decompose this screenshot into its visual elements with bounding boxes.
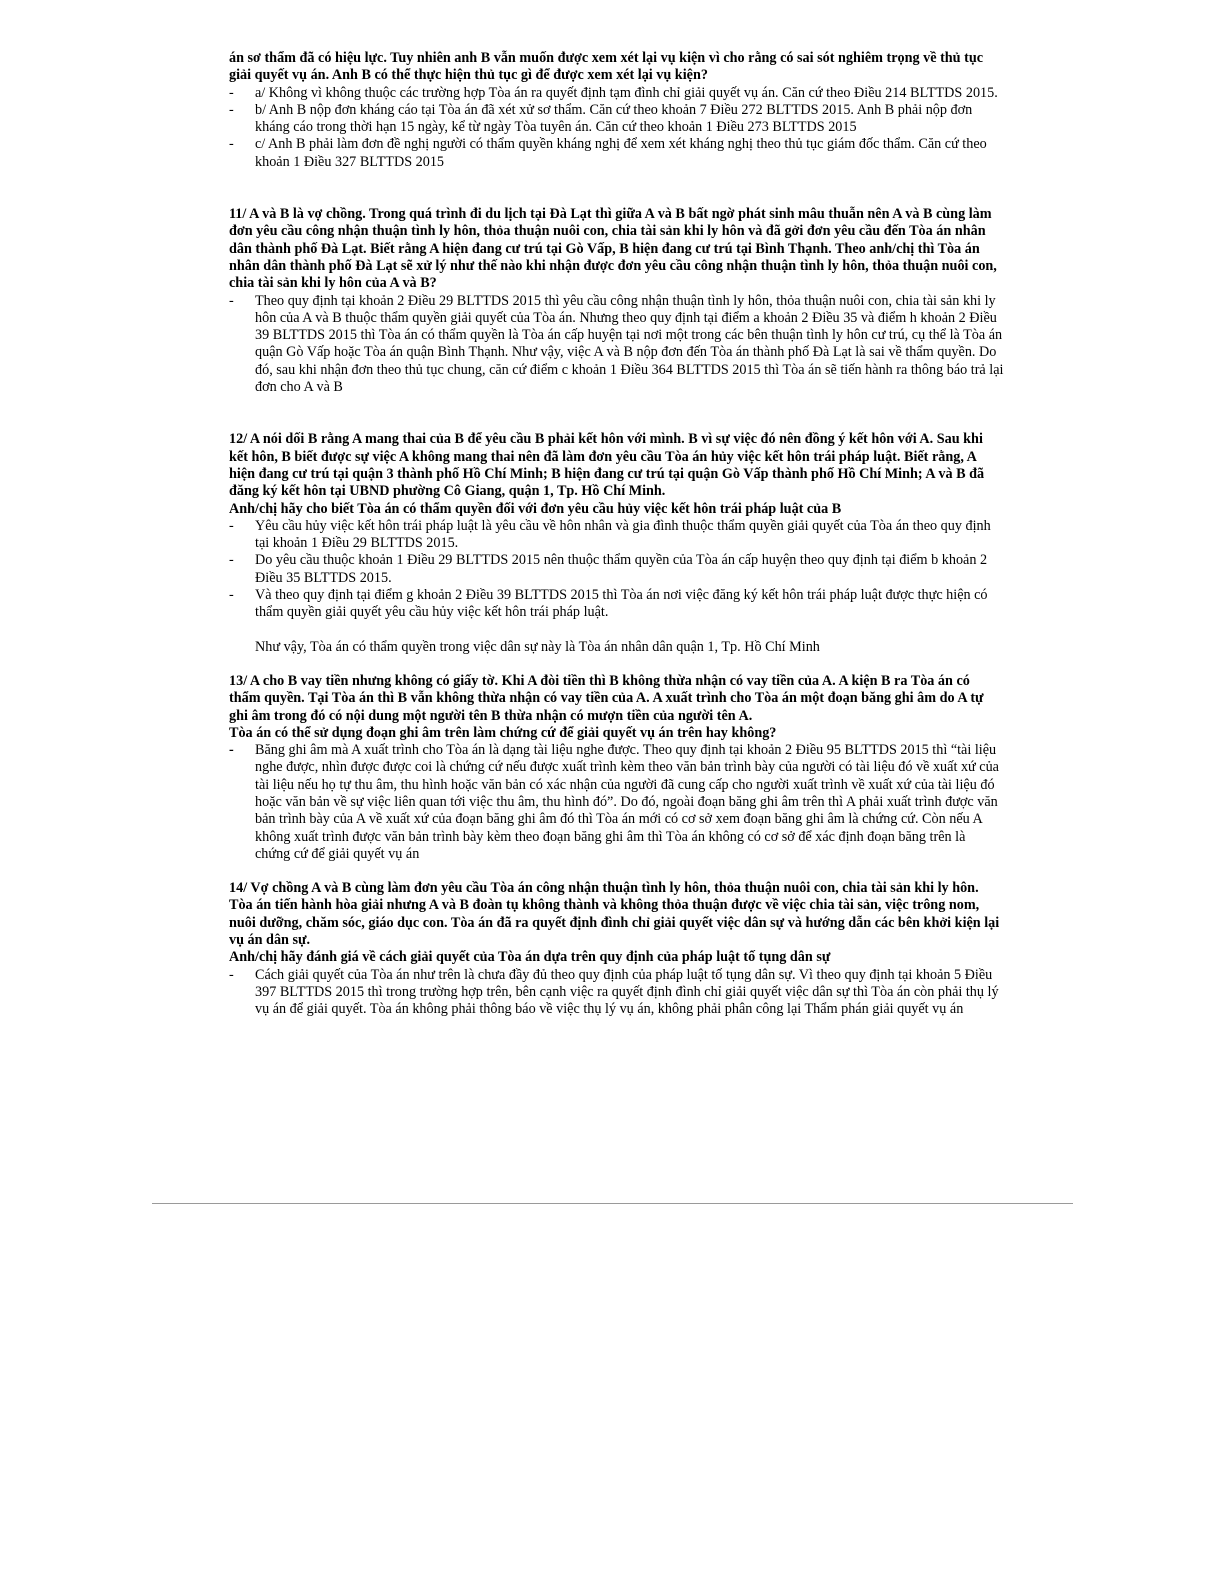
q12-question-prompt: Anh/chị hãy cho biết Tòa án có thẩm quyền đối với đơn yêu cầu hủy việc kết hôn trái pháp luật của B: [229, 500, 842, 517]
q13-question: 13/ A cho B vay tiền nhưng không có giấy tờ. Khi A đòi tiền thì B không thừa nhận có vay tiền của A. A kiện B ra Tòa án có thẩm quyền. Tại Tòa án thì B vẫn không thừa nhận có vay tiền của A. A xuất trình cho Tòa án một đoạn băng ghi âm do A tự ghi âm trong đó có nội dung một người tên B thừa nhận có mượn tiền của người tên A.: [229, 672, 984, 724]
q12-question: 12/ A nói dối B rằng A mang thai của B để yêu cầu B phải kết hôn với mình. B vì sự việc đó nên đồng ý kết hôn với A. Sau khi kết hôn, B biết được sự việc A không mang thai nên đã làm đơn yêu cầu Tòa án hủy việc kết hôn trái pháp luật. Biết rằng, A hiện đang cư trú tại quận 3 thành phố Hồ Chí Minh; B hiện đang cư trú tại quận Gò Vấp thành phố Hồ Chí Minh; A và B đã đăng ký kết hôn tại UBND phường Cô Giang, quận 1, Tp. Hồ Chí Minh.: [229, 431, 985, 500]
bullet-dash: -: [229, 966, 234, 983]
q11-answer: - Theo quy định tại khoản 2 Điều 29 BLTTDS 2015 thì yêu cầu công nhận thuận tình ly hôn, thỏa thuận nuôi con, chia tài sản khi ly hôn của A và B thuộc thẩm quyền giải quyết của Tòa án. Nhưng theo quy định tại điểm a khoản 2 Điều 35 và điểm h khoản 2 Điều 39 BLTTDS 2015 thì Tòa án có thẩm quyền là Tòa án cấp huyện tại nơi một trong các bên thuận tình ly hôn cư trú, cụ thể là Tòa án quận Gò Vấp hoặc Tòa án quận Bình Thạnh. Như vậy, việc A và B nộp đơn đến Tòa án thành phố Đà Lạt là sai về thẩm quyền. Do đó, sau khi nhận đơn theo thủ tục chung, căn cứ điểm c khoản 1 Điều 364 BLTTDS 2015 thì Tòa án sẽ tiến hành ra thông báo trả lại đơn cho A và B: [229, 292, 1004, 396]
q12-answer-3: - Và theo quy định tại điểm g khoản 2 Điều 39 BLTTDS 2015 thì Tòa án nơi việc đăng ký kết hôn trái pháp luật được thực hiện có thẩm quyền giải quyết yêu cầu hủy việc kết hôn trái pháp luật.: [229, 587, 988, 621]
q11-answers: [229, 293, 1004, 397]
q10-answers: [229, 85, 1004, 171]
q13-answers: [229, 742, 1004, 863]
q10-answer-b: - b/ Anh B nộp đơn kháng cáo tại Tòa án đã xét xử sơ thẩm. Căn cứ theo khoản 7 Điều 272 BLTTDS 2015. Anh B phải nộp đơn kháng cáo trong thời hạn 15 ngày, kể từ ngày Tòa tuyên án. Căn cứ theo khoản 1 Điều 273 BLTTDS 2015: [229, 101, 973, 136]
q14-answer: - Cách giải quyết của Tòa án như trên là chưa đầy đủ theo quy định của pháp luật tố tụng dân sự. Vì theo quy định tại khoản 5 Điều 397 BLTTDS 2015 thì trong trường hợp trên, bên cạnh việc ra quyết định đình chỉ giải quyết việc dân sự thì Tòa án còn phải thụ lý vụ án để giải quyết. Tòa án không phải thông báo về việc thụ lý vụ án, không phải phân công lại Thẩm phán giải quyết vụ án: [229, 966, 999, 1018]
document-body: [229, 50, 1004, 1019]
q12-answer-2: - Do yêu cầu thuộc khoản 1 Điều 29 BLTTDS 2015 nên thuộc thẩm quyền của Tòa án cấp huyện theo quy định tại điểm b khoản 2 Điều 35 BLTTDS 2015.: [229, 552, 988, 586]
page-footer-divider: [152, 1203, 1073, 1204]
q11-question: 11/ A và B là vợ chồng. Trong quá trình đi du lịch tại Đà Lạt thì giữa A và B bất ngờ phát sinh mâu thuẫn nên A và B cùng làm đơn yêu cầu công nhận thuận tình ly hôn, thỏa thuận nuôi con, chia tài sản khi ly hôn và đã gởi đơn yêu cầu đến Tòa án nhân dân thành phố Đà Lạt. Biết rằng A hiện đang cư trú tại Gò Vấp, B hiện đang cư trú tại Bình Thạnh. Theo anh/chị thì Tòa án nhân dân thành phố Đà Lạt sẽ xử lý như thế nào khi nhận được đơn yêu cầu công nhận thuận tình ly hôn, thỏa thuận nuôi con, chia tài sản khi ly hôn của A và B?: [229, 206, 997, 292]
bullet-dash: -: [229, 517, 234, 534]
bullet-dash: -: [229, 742, 234, 759]
q12-answer-1: - Yêu cầu hủy việc kết hôn trái pháp luật là yêu cầu về hôn nhân và gia đình thuộc thẩm quyền giải quyết của Tòa án theo quy định tại khoản 1 Điều 29 BLTTDS 2015.: [229, 517, 991, 552]
q14-question-prompt: Anh/chị hãy đánh giá về cách giải quyết của Tòa án dựa trên quy định của pháp luật tố tụng dân sự: [229, 949, 831, 966]
q10-answer-c: - c/ Anh B phải làm đơn đề nghị người có thẩm quyền kháng nghị để xem xét kháng nghị theo thủ tục giám đốc thẩm. Căn cứ theo khoản 1 Điều 327 BLTTDS 2015: [229, 136, 987, 170]
bullet-dash: -: [229, 587, 234, 604]
q14-answers: [229, 967, 1004, 1019]
q12-conclusion: Như vậy, Tòa án có thẩm quyền trong việc dân sự này là Tòa án nhân dân quận 1, Tp. Hồ Chí Minh: [255, 638, 820, 655]
bullet-dash: -: [229, 136, 234, 153]
bullet-dash: -: [229, 292, 234, 309]
q14-question: 14/ Vợ chồng A và B cùng làm đơn yêu cầu Tòa án công nhận thuận tình ly hôn, thỏa thuận nuôi con, chia tài sản khi ly hôn. Tòa án tiến hành hòa giải nhưng A và B đoàn tụ không thành và không thỏa thuận được về việc chia tài sản, việc trông nom, nuôi dưỡng, chăm sóc, giáo dục con. Tòa án đã ra quyết định đình chỉ giải quyết việc dân sự và hướng dẫn các bên khởi kiện lại vụ án dân sự.: [229, 880, 1000, 949]
bullet-dash: -: [229, 552, 234, 569]
bullet-dash: -: [229, 84, 234, 101]
q12-answers: [229, 518, 1004, 622]
bullet-dash: -: [229, 101, 234, 118]
q13-answer: - Băng ghi âm mà A xuất trình cho Tòa án là dạng tài liệu nghe được. Theo quy định tại khoản 2 Điều 95 BLTTDS 2015 thì “tài liệu nghe được, nhìn được được coi là chứng cứ nếu được xuất trình kèm theo văn bản trình bày của người có tài liệu đó về xuất xứ của tài liệu nếu họ tự thu âm, thu hình hoặc văn bản có xác nhận của người đã cung cấp cho người xuất trình về xuất xứ của tài liệu đó hoặc văn bản về sự việc liên quan tới việc thu âm, thu hình đó”. Do đó, ngoài đoạn băng ghi âm trên thì A phải xuất trình được văn bản trình bày của A về xuất xứ của đoạn băng ghi âm đó thì Tòa án mới có cơ sở xem đoạn băng ghi âm là chứng cứ. Còn nếu A không xuất trình được văn bản trình bày kèm theo đoạn băng ghi âm thì Tòa án không có cơ sở để xác định đoạn băng trên là chứng cứ để giải quyết vụ án: [229, 742, 999, 862]
q10-question: án sơ thẩm đã có hiệu lực. Tuy nhiên anh B vẫn muốn được xem xét lại vụ kiện vì cho rằng có sai sót nghiêm trọng về thủ tục giải quyết vụ án. Anh B có thể thực hiện thủ tục gì để được xem xét lại vụ kiện?: [229, 50, 984, 84]
q10-answer-a: - a/ Không vì không thuộc các trường hợp Tòa án ra quyết định tạm đình chỉ giải quyết vụ án. Căn cứ theo Điều 214 BLTTDS 2015.: [229, 84, 998, 101]
q13-question-prompt: Tòa án có thể sử dụng đoạn ghi âm trên làm chứng cứ để giải quyết vụ án trên hay không?: [229, 724, 777, 741]
